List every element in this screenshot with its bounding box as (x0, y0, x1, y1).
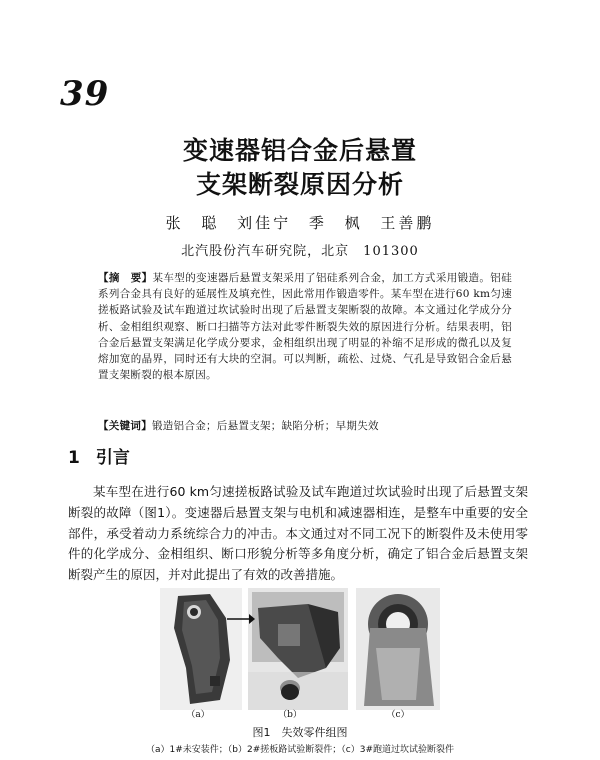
authors: 张 聪 刘佳宁 季 枫 王善鹏 (165, 214, 435, 232)
page-number: 39 (60, 74, 110, 114)
keywords-text: 锻造铝合金；后悬置支架；缺陷分析；早期失效 (152, 420, 379, 432)
figure-label-b: （b） (278, 710, 302, 720)
body-paragraph: 某车型在进行60 km匀速搓板路试验及试车跑道过坎试验时出现了后悬置支架断裂的故障（图1）。变速器后悬置支架与电机和减速器相连，是整车中重要的安全部件，承受着动力系统综合力的冲击。本文通过对不同工况下的断裂件及未使用零件的化学成分、金相组织、断口形貌分析等多角度分析，确定了铝合金后悬置支架断裂产生的原因，并对此提出了有效的改善措施。 (68, 484, 528, 583)
figure-caption: 图1 失效零件组图 (252, 726, 348, 739)
keywords-tag: 【关键词】 (98, 420, 152, 432)
title-line-1: 变速器铝合金后悬置 (182, 136, 417, 165)
abstract-tag: 【摘 要】 (98, 272, 153, 284)
affiliation: 北汽股份汽车研究院，北京 101300 (181, 244, 419, 259)
section-title: 引言 (95, 448, 130, 468)
figure-label-c: （c） (386, 710, 410, 720)
section-heading (68, 443, 130, 468)
figure-panel-b-photo (248, 588, 348, 710)
figure-panel-a-photo (160, 588, 242, 710)
figure-subcaption: （a）1#未安装件；（b）2#搓板路试验断裂件；（c）3#跑道过坎试验断裂件 (146, 745, 454, 755)
abstract-text: 某车型的变速器后悬置支架采用了铝硅系列合金，加工方式采用锻造。铝硅系列合金具有良好的延展性及填充性，因此常用作锻造零件。某车型在进行60 km匀速搓板路试验及试车跑道过坎试验时出现了后悬置支架断裂的故障。本文通过化学成分分析、金相组织观察、断口扫描等方法对此零件断裂失效的原因进行分析。结果表明，铝合金后悬置支架满足化学成分要求，金相组织出现了明显的补缩不足形成的微孔以及复熔加宽的晶界，同时还有大块的空洞。可以判断，疏松、过烧、气孔是导致铝合金后悬置支架断裂的根本原因。 (98, 272, 513, 382)
paper-title (0, 134, 600, 202)
figure-panel-c-photo (356, 588, 440, 710)
figure-arrow-icon (227, 612, 255, 626)
section-number: 1 (68, 448, 80, 468)
title-line-2: 支架断裂原因分析 (195, 170, 404, 199)
figure-1 (160, 588, 440, 710)
keywords (98, 418, 512, 434)
abstract (98, 270, 512, 383)
figure-label-a: （a） (186, 710, 210, 720)
